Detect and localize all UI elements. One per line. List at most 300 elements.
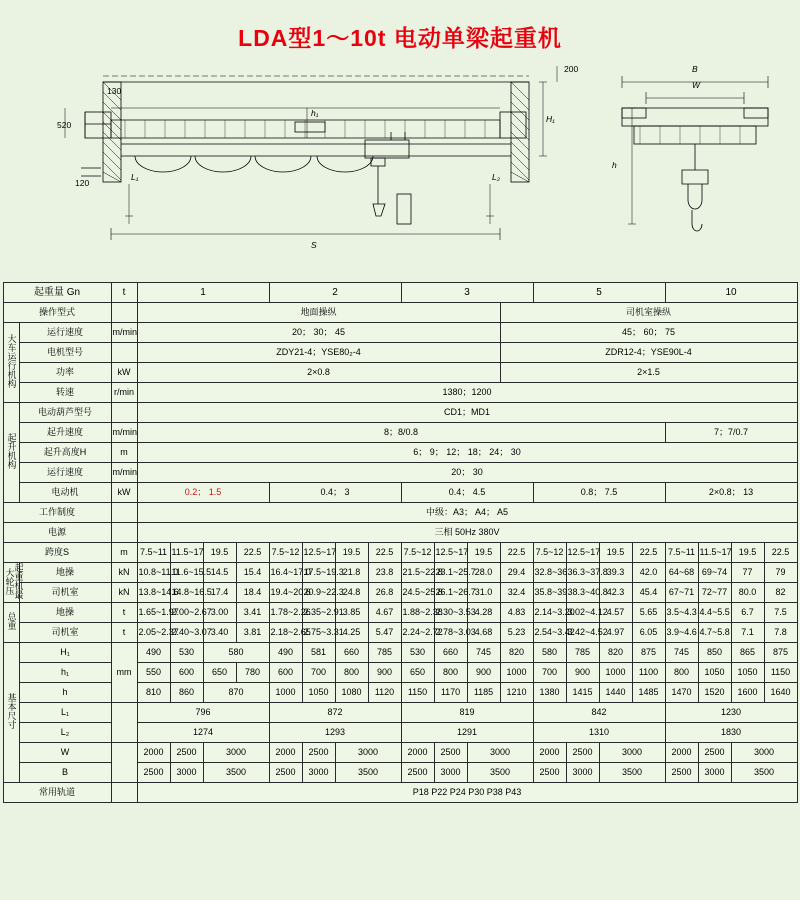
row-label-lift-speed: 起升速度	[19, 423, 111, 443]
W-10-b: 2500	[698, 743, 731, 763]
wg-1-c: 14.5	[203, 563, 236, 583]
row-label-control-type: 操作型式	[3, 303, 111, 323]
H1-12: 785	[566, 643, 599, 663]
H1-1: 530	[170, 643, 203, 663]
wg-3-b: 23.1~25.7	[434, 563, 467, 583]
B-5-b: 3000	[566, 763, 599, 783]
wc-3-a: 24.5~25.8	[401, 583, 434, 603]
W-1-b: 2500	[170, 743, 203, 763]
table-row	[3, 783, 797, 803]
dim-label-L2: L₂	[492, 172, 500, 182]
lift-speed-b: 7；7/0.7	[665, 423, 797, 443]
L2-10: 1830	[665, 723, 797, 743]
row-label-motor-model: 电机型号	[19, 343, 111, 363]
row-unit-lift-speed: m/min	[111, 423, 137, 443]
wg-1-b: 11.6~15.5	[170, 563, 203, 583]
span-1-a: 7.5~11	[137, 543, 170, 563]
wg-5-c: 39.3	[599, 563, 632, 583]
wc-5-a: 35.8~39	[533, 583, 566, 603]
L1-1: 796	[137, 703, 269, 723]
tg-3-b: 2.30~3.53	[434, 603, 467, 623]
wg-3-a: 21.5~22.8	[401, 563, 434, 583]
tc-10-a: 3.9~4.6	[665, 623, 698, 643]
row-label-W: W	[19, 743, 111, 763]
wc-3-c: 31.0	[467, 583, 500, 603]
W-2-b: 2500	[302, 743, 335, 763]
page-title: LDA型1～10t 电动单梁起重机	[238, 25, 562, 51]
h1-15: 1100	[632, 663, 665, 683]
tg-10-d: 7.5	[764, 603, 797, 623]
power-ground: 2×0.8	[137, 363, 500, 383]
wc-5-b: 38.3~40.8	[566, 583, 599, 603]
wc-2-b: 20.9~22.3	[302, 583, 335, 603]
h1-16: 800	[665, 663, 698, 683]
h1-8: 650	[401, 663, 434, 683]
h1-1: 600	[170, 663, 203, 683]
dim-label-200: 200	[564, 64, 579, 74]
span-5-c: 19.5	[599, 543, 632, 563]
wg-10-c: 77	[731, 563, 764, 583]
wg-2-d: 23.8	[368, 563, 401, 583]
row-label-run-speed: 运行速度	[19, 463, 111, 483]
h1-13: 900	[566, 663, 599, 683]
h-4: 1050	[302, 683, 335, 703]
h1-2: 650	[203, 663, 236, 683]
H1-16: 850	[698, 643, 731, 663]
span-2-b: 12.5~17	[302, 543, 335, 563]
B-2-c: 3500	[335, 763, 401, 783]
row-unit-wheel-ground: kN	[111, 563, 137, 583]
H1-14: 875	[632, 643, 665, 663]
row-label-L1: L₁	[19, 703, 111, 723]
wc-3-b: 26.1~26.7	[434, 583, 467, 603]
dim-label-W: W	[692, 80, 701, 90]
h-16: 1520	[698, 683, 731, 703]
drawing-end-view	[600, 64, 790, 274]
motor-model-ground: ZDY21-4；YSE80₂-4	[137, 343, 500, 363]
h1-10: 900	[467, 663, 500, 683]
lift-height-all: 6； 9； 12； 18； 24； 30	[137, 443, 797, 463]
row-label-duty: 工作制度	[3, 503, 111, 523]
wc-10-c: 80.0	[731, 583, 764, 603]
row-label-wheel-ground: 地操	[19, 563, 111, 583]
wg-5-a: 32.8~36	[533, 563, 566, 583]
table-row	[3, 423, 797, 443]
row-label-B: B	[19, 763, 111, 783]
L1-5: 842	[533, 703, 665, 723]
tg-2-d: 4.67	[368, 603, 401, 623]
tg-2-a: 1.78~2.26	[269, 603, 302, 623]
tc-1-b: 2.40~3.07	[170, 623, 203, 643]
wg-5-d: 42.0	[632, 563, 665, 583]
table-row	[3, 703, 797, 723]
h1-9: 800	[434, 663, 467, 683]
dim-label-520: 520	[57, 120, 72, 130]
tc-3-d: 5.23	[500, 623, 533, 643]
group-label-trolley	[3, 323, 19, 403]
tg-3-a: 1.88~2.38	[401, 603, 434, 623]
L1-2: 872	[269, 703, 401, 723]
row-unit-wheel-cab: kN	[111, 583, 137, 603]
h1-0: 550	[137, 663, 170, 683]
tg-10-c: 6.7	[731, 603, 764, 623]
row-label-h: h	[19, 683, 111, 703]
h-0: 810	[137, 683, 170, 703]
wc-10-b: 72~77	[698, 583, 731, 603]
wc-10-a: 67~71	[665, 583, 698, 603]
table-row	[3, 383, 797, 403]
wc-10-d: 82	[764, 583, 797, 603]
tc-10-b: 4.7~5.8	[698, 623, 731, 643]
hoist-motor-2: 0.4； 3	[269, 483, 401, 503]
run-speed-all: 20； 30	[137, 463, 797, 483]
B-1-a: 2500	[137, 763, 170, 783]
H1-15: 745	[665, 643, 698, 663]
group-label-dimensions	[3, 643, 19, 783]
h1-7: 900	[368, 663, 401, 683]
tc-10-c: 7.1	[731, 623, 764, 643]
rail-all: P18 P22 P24 P30 P38 P43	[137, 783, 797, 803]
span-2-c: 19.5	[335, 543, 368, 563]
row-unit-control-type	[111, 303, 137, 323]
tg-5-b: 3.02~4.12	[566, 603, 599, 623]
L2-2: 1293	[269, 723, 401, 743]
row-label-total-ground: 地操	[19, 603, 111, 623]
wg-10-d: 79	[764, 563, 797, 583]
tc-5-a: 2.54~3.42	[533, 623, 566, 643]
H1-3: 490	[269, 643, 302, 663]
h1-17: 1050	[698, 663, 731, 683]
span-3-a: 7.5~12	[401, 543, 434, 563]
h-3: 1000	[269, 683, 302, 703]
dim-label-130: 130	[107, 86, 122, 96]
row-unit-run-speed: m/min	[111, 463, 137, 483]
span-1-c: 19.5	[203, 543, 236, 563]
table-row	[3, 363, 797, 383]
span-10-a: 7.5~11	[665, 543, 698, 563]
row-label-travel-speed: 运行速度	[19, 323, 111, 343]
group-text-wheel: 起重机最大轮压	[4, 563, 24, 600]
span-1-b: 11.5~17	[170, 543, 203, 563]
table-row	[3, 403, 797, 423]
control-cab: 司机室操纵	[500, 303, 797, 323]
technical-drawing	[10, 59, 790, 274]
L2-3: 1291	[401, 723, 533, 743]
wc-1-a: 13.8~14.6	[137, 583, 170, 603]
H1-9: 745	[467, 643, 500, 663]
L2-5: 1310	[533, 723, 665, 743]
row-unit-hoist-motor: kW	[111, 483, 137, 503]
span-2-d: 22.5	[368, 543, 401, 563]
table-row	[3, 563, 797, 583]
W-1-c: 3000	[203, 743, 269, 763]
row-label-lift-height: 起升高度H	[19, 443, 111, 463]
H1-4: 581	[302, 643, 335, 663]
table-row	[3, 443, 797, 463]
dim-label-B: B	[692, 64, 698, 74]
W-1-a: 2000	[137, 743, 170, 763]
tg-10-b: 4.4~5.5	[698, 603, 731, 623]
wg-2-a: 16.4~17.0	[269, 563, 302, 583]
H1-5: 660	[335, 643, 368, 663]
row-unit-travel-speed: m/min	[111, 323, 137, 343]
tc-3-b: 2.78~3.03	[434, 623, 467, 643]
row-unit-hoist-model	[111, 403, 137, 423]
W-2-c: 3000	[335, 743, 401, 763]
dim-label-120: 120	[75, 178, 90, 188]
lift-speed-a: 8；8/0.8	[137, 423, 665, 443]
H1-18: 875	[764, 643, 797, 663]
W-10-c: 3000	[731, 743, 797, 763]
row-label-rail: 常用轨道	[3, 783, 111, 803]
tc-2-d: 5.47	[368, 623, 401, 643]
hoist-motor-5: 0.8； 7.5	[533, 483, 665, 503]
H1-2: 580	[203, 643, 269, 663]
row-unit-motor-model	[111, 343, 137, 363]
span-1-d: 22.5	[236, 543, 269, 563]
wc-1-b: 14.8~16.5	[170, 583, 203, 603]
tg-1-c: 3.00	[203, 603, 236, 623]
B-5-a: 2500	[533, 763, 566, 783]
row-unit-capacity: t	[111, 283, 137, 303]
h-13: 1440	[599, 683, 632, 703]
tc-5-d: 6.05	[632, 623, 665, 643]
tc-2-b: 2.75~3.31	[302, 623, 335, 643]
row-label-capacity: 起重量 Gn	[3, 283, 111, 303]
row-label-wheel-cab: 司机室	[19, 583, 111, 603]
span-3-b: 12.5~17	[434, 543, 467, 563]
row-unit-duty	[111, 503, 137, 523]
wc-2-a: 19.4~20.6	[269, 583, 302, 603]
H1-7: 530	[401, 643, 434, 663]
h1-11: 1000	[500, 663, 533, 683]
power-cab: 2×1.5	[500, 363, 797, 383]
span-5-d: 22.5	[632, 543, 665, 563]
h1-19: 1150	[764, 663, 797, 683]
specifications-table	[3, 282, 798, 803]
row-label-hoist-motor: 电动机	[19, 483, 111, 503]
h-7: 1150	[401, 683, 434, 703]
row-label-span: 跨度S	[3, 543, 111, 563]
wc-3-d: 32.4	[500, 583, 533, 603]
H1-6: 785	[368, 643, 401, 663]
motor-model-cab: ZDR12-4；YSE90L-4	[500, 343, 797, 363]
B-3-c: 3500	[467, 763, 533, 783]
H1-10: 820	[500, 643, 533, 663]
cap-2: 2	[269, 283, 401, 303]
speed-all: 1380；1200	[137, 383, 797, 403]
wg-3-c: 28.0	[467, 563, 500, 583]
h-12: 1415	[566, 683, 599, 703]
wg-1-d: 15.4	[236, 563, 269, 583]
W-2-a: 2000	[269, 743, 302, 763]
dim-label-S: S	[311, 240, 317, 250]
group-text-trolley: 大车运行机构	[6, 334, 17, 389]
group-label-hoist	[3, 403, 19, 503]
tg-2-b: 2.35~2.91	[302, 603, 335, 623]
drawing-side-view	[45, 64, 585, 274]
wc-1-c: 17.4	[203, 583, 236, 603]
hoist-motor-3: 0.4； 4.5	[401, 483, 533, 503]
span-10-d: 22.5	[764, 543, 797, 563]
tg-3-d: 4.83	[500, 603, 533, 623]
dim-label-h: h	[612, 160, 617, 170]
row-unit-dimensions: mm	[111, 643, 137, 703]
tg-1-d: 3.41	[236, 603, 269, 623]
h1-6: 800	[335, 663, 368, 683]
hoist-model-all: CD1；MD1	[137, 403, 797, 423]
h-5: 1080	[335, 683, 368, 703]
wc-2-c: 24.8	[335, 583, 368, 603]
row-unit-power: kW	[111, 363, 137, 383]
row-unit-rail	[111, 783, 137, 803]
group-text-hoist: 起升机构	[6, 433, 17, 470]
row-unit-L	[111, 703, 137, 743]
cap-3: 3	[401, 283, 533, 303]
tc-3-c: 4.68	[467, 623, 500, 643]
wc-1-d: 18.4	[236, 583, 269, 603]
row-label-power-supply: 电源	[3, 523, 111, 543]
tc-5-c: 4.97	[599, 623, 632, 643]
table-row	[3, 583, 797, 603]
table-row	[3, 503, 797, 523]
span-2-a: 7.5~12	[269, 543, 302, 563]
row-label-H1: H₁	[19, 643, 111, 663]
dim-label-h1: h₁	[311, 108, 319, 118]
span-3-d: 22.5	[500, 543, 533, 563]
W-3-a: 2000	[401, 743, 434, 763]
tg-3-c: 4.28	[467, 603, 500, 623]
dim-label-L1: L₁	[131, 172, 139, 182]
tg-1-b: 2.00~2.67	[170, 603, 203, 623]
tc-1-c: 3.40	[203, 623, 236, 643]
span-10-b: 11.5~17	[698, 543, 731, 563]
L1-3: 819	[401, 703, 533, 723]
wg-10-b: 69~74	[698, 563, 731, 583]
W-3-c: 3000	[467, 743, 533, 763]
row-unit-span: m	[111, 543, 137, 563]
span-10-c: 19.5	[731, 543, 764, 563]
hoist-motor-10: 2×0.8； 13	[665, 483, 797, 503]
H1-13: 820	[599, 643, 632, 663]
table-row	[3, 283, 797, 303]
h1-18: 1050	[731, 663, 764, 683]
H1-8: 660	[434, 643, 467, 663]
h-9: 1185	[467, 683, 500, 703]
W-10-a: 2000	[665, 743, 698, 763]
table-row	[3, 643, 797, 663]
wg-5-b: 36.3~37.8	[566, 563, 599, 583]
wc-5-d: 45.4	[632, 583, 665, 603]
H1-11: 580	[533, 643, 566, 663]
wc-2-d: 26.8	[368, 583, 401, 603]
h-8: 1170	[434, 683, 467, 703]
row-label-h1: h₁	[19, 663, 111, 683]
tc-10-d: 7.8	[764, 623, 797, 643]
h-2: 870	[203, 683, 269, 703]
table-row	[3, 623, 797, 643]
B-3-b: 3000	[434, 763, 467, 783]
h1-5: 700	[302, 663, 335, 683]
travel-speed-ground: 20； 30； 45	[137, 323, 500, 343]
B-3-a: 2500	[401, 763, 434, 783]
tc-1-a: 2.05~2.37	[137, 623, 170, 643]
h-1: 860	[170, 683, 203, 703]
group-text-total: 总重	[6, 612, 17, 631]
h-14: 1485	[632, 683, 665, 703]
tg-5-c: 4.57	[599, 603, 632, 623]
group-label-total	[3, 603, 19, 643]
W-5-a: 2000	[533, 743, 566, 763]
dim-label-H1: H₁	[546, 114, 555, 124]
tc-2-a: 2.18~2.65	[269, 623, 302, 643]
h-11: 1380	[533, 683, 566, 703]
table-row	[3, 543, 797, 563]
h1-14: 1000	[599, 663, 632, 683]
row-unit-lift-height: m	[111, 443, 137, 463]
tg-1-a: 1.65~1.97	[137, 603, 170, 623]
span-5-a: 7.5~12	[533, 543, 566, 563]
tc-5-b: 3.42~4.52	[566, 623, 599, 643]
h-17: 1600	[731, 683, 764, 703]
W-3-b: 2500	[434, 743, 467, 763]
row-label-L2: L₂	[19, 723, 111, 743]
tg-2-c: 3.85	[335, 603, 368, 623]
tg-5-d: 5.65	[632, 603, 665, 623]
B-5-c: 3500	[599, 763, 665, 783]
row-unit-total-ground: t	[111, 603, 137, 623]
table-row	[3, 303, 797, 323]
B-10-b: 3000	[698, 763, 731, 783]
B-1-c: 3500	[203, 763, 269, 783]
h1-4: 600	[269, 663, 302, 683]
h-10: 1210	[500, 683, 533, 703]
tg-5-a: 2.14~3.20	[533, 603, 566, 623]
group-text-dimensions: 基本尺寸	[6, 693, 17, 730]
L2-1: 1274	[137, 723, 269, 743]
B-10-c: 3500	[731, 763, 797, 783]
group-label-wheel	[3, 563, 24, 603]
B-2-b: 3000	[302, 763, 335, 783]
W-5-b: 2500	[566, 743, 599, 763]
tg-10-a: 3.5~4.3	[665, 603, 698, 623]
hoist-motor-1: 0.2； 1.5	[137, 483, 269, 503]
B-2-a: 2500	[269, 763, 302, 783]
W-5-c: 3000	[599, 743, 665, 763]
tc-3-a: 2.24~2.72	[401, 623, 434, 643]
row-unit-WB	[111, 743, 137, 783]
h-15: 1470	[665, 683, 698, 703]
wg-1-a: 10.8~11.0	[137, 563, 170, 583]
table-row	[3, 463, 797, 483]
h1-3: 780	[236, 663, 269, 683]
wg-2-c: 21.8	[335, 563, 368, 583]
H1-17: 865	[731, 643, 764, 663]
h1-12: 700	[533, 663, 566, 683]
table-row	[3, 343, 797, 363]
H1-0: 490	[137, 643, 170, 663]
B-10-a: 2500	[665, 763, 698, 783]
control-ground: 地面操纵	[137, 303, 500, 323]
span-3-c: 19.5	[467, 543, 500, 563]
tc-2-c: 4.25	[335, 623, 368, 643]
row-label-speed: 转速	[19, 383, 111, 403]
row-unit-power-supply	[111, 523, 137, 543]
h-18: 1640	[764, 683, 797, 703]
table-row	[3, 483, 797, 503]
wg-10-a: 64~68	[665, 563, 698, 583]
row-unit-total-cab: t	[111, 623, 137, 643]
